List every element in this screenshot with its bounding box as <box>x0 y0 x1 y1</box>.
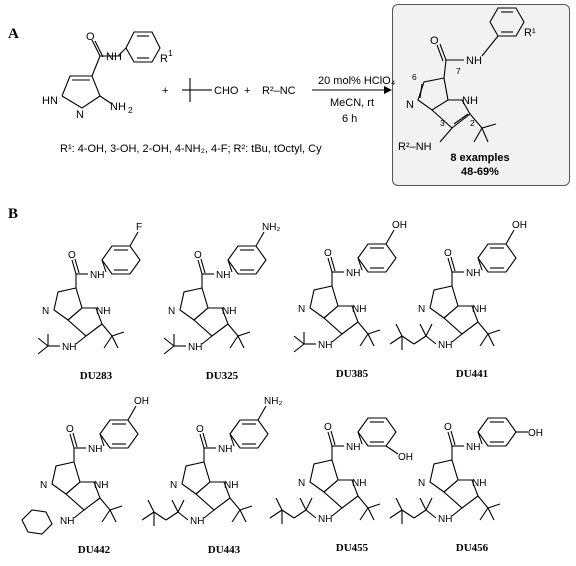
substituent-bond <box>256 232 264 246</box>
amine-alkyl-bond <box>390 336 402 344</box>
ring-nh-label: NH <box>94 480 109 491</box>
panel-b-label: B <box>8 206 19 222</box>
amine-alkyl-bond <box>300 498 306 510</box>
tbu-bond <box>240 506 252 510</box>
compound-label: DU385 <box>335 368 369 380</box>
amine-nh-label: NH <box>438 514 453 525</box>
substituent-bond <box>386 230 394 244</box>
tbu-bond <box>488 334 494 346</box>
ring-n-label: N <box>418 304 426 315</box>
ring-nh-label: NH <box>352 304 367 315</box>
tbu-bond <box>110 506 122 510</box>
reactant-carbonyl-o: O <box>86 31 95 43</box>
compound-label: DU442 <box>77 544 111 556</box>
amine-alkyl-bond <box>154 512 166 520</box>
tbu-bond <box>480 508 488 520</box>
amide-nh-label: NH <box>346 268 361 279</box>
ring-nh-label: NH <box>472 478 487 489</box>
amine-alkyl-bond <box>426 498 432 510</box>
tbu-bond <box>358 322 368 334</box>
compound-label: DU441 <box>455 368 489 380</box>
tbu-bond <box>358 496 368 508</box>
amine-alkyl-bond <box>148 500 154 512</box>
ring-n-label: N <box>42 306 50 317</box>
reactant-hn: HN <box>42 95 58 107</box>
amine-bond <box>74 510 84 518</box>
amine-nh-label: NH <box>188 342 203 353</box>
carbonyl-o-label: O <box>444 248 452 259</box>
product-ring-nh: NH <box>462 95 478 107</box>
ring-nh-label: NH <box>222 306 237 317</box>
tbu-bond <box>112 332 124 336</box>
amine-bond <box>452 334 462 342</box>
amide-nh-label: NH <box>466 442 481 453</box>
tbu-bond <box>240 510 246 522</box>
substituent-bond <box>386 446 398 454</box>
position-6: 6 <box>412 72 417 82</box>
reactant-r1-sup: 1 <box>168 48 173 58</box>
tbu-bond <box>112 336 118 348</box>
tbu-bond <box>368 330 380 334</box>
amine-alkyl-bond <box>414 510 426 518</box>
amine-alkyl-bond <box>306 498 312 510</box>
amine-nh-label: NH <box>318 340 333 351</box>
pyrazole-ring <box>180 288 208 320</box>
ring-nh-label: NH <box>472 304 487 315</box>
amine-bond <box>76 336 86 344</box>
amine-bond <box>332 334 342 342</box>
pyrazole-ring <box>52 462 80 494</box>
substituent-label: OH <box>398 452 413 463</box>
substituent-label: NH₂ <box>262 222 281 233</box>
position-2: 2 <box>470 118 475 128</box>
substituent-label: F <box>136 222 143 233</box>
ring-n-label: N <box>298 478 306 489</box>
amide-nh-label: NH <box>216 270 231 281</box>
amine-bond <box>202 336 212 344</box>
substituents-line: R¹: 4-OH, 3-OH, 2-OH, 4-NH₂, 4-F; R²: tBu, tOctyl, Cy <box>60 143 322 155</box>
pyrazole-ring <box>310 286 338 318</box>
amine-alkyl-bond <box>390 510 402 518</box>
amine-alkyl-bond <box>270 510 282 518</box>
amine-alkyl-bond <box>142 512 154 520</box>
tbu-bond <box>480 334 488 346</box>
compound-label: DU455 <box>335 542 369 554</box>
amine-alkyl-bond <box>426 324 432 336</box>
substituent-label: OH <box>512 220 527 231</box>
tbu-bond <box>360 334 368 346</box>
compound-label: DU456 <box>455 542 489 554</box>
substituent-label: OH <box>528 428 543 439</box>
ring-nh-label: NH <box>224 480 239 491</box>
amine-alkyl-bond <box>164 338 174 346</box>
amine-nh-label: NH <box>62 342 77 353</box>
amine-alkyl-bond <box>402 510 414 518</box>
product-carbonyl-o: O <box>430 35 439 47</box>
tbu-bond <box>102 324 112 336</box>
amine-bond <box>452 508 462 516</box>
plus-sign-2: + <box>244 85 251 97</box>
tbu-bond <box>488 504 500 508</box>
substituent-label: OH <box>392 220 407 231</box>
carbonyl-o-label: O <box>194 250 202 261</box>
tbu-bond <box>360 508 368 520</box>
tbu-bond <box>230 336 238 348</box>
amine-alkyl-bond <box>178 512 188 520</box>
amine-nh-label: NH <box>438 340 453 351</box>
reaction-arrow <box>312 86 392 94</box>
pyrazole-ring <box>182 462 210 494</box>
tbu-bond <box>232 510 240 522</box>
amine-alkyl-bond <box>294 510 306 518</box>
condition-solvent: MeCN, rt <box>330 97 374 109</box>
ring-n-label: N <box>418 478 426 489</box>
substituent-label: OH <box>134 396 149 407</box>
carbonyl-o-label: O <box>324 248 332 259</box>
tbu-bond <box>238 332 250 336</box>
compound-label: DU283 <box>79 370 113 382</box>
amide-nh-label: NH <box>88 444 103 455</box>
panel-a-label: A <box>8 26 19 42</box>
tbu-bond <box>478 496 488 508</box>
pyrazole-ring <box>430 460 458 492</box>
amine-alkyl-bond <box>38 338 48 346</box>
amine-alkyl-bond <box>276 498 282 510</box>
yield-range: 48-69% <box>461 166 499 178</box>
amine-alkyl-bond <box>414 336 426 344</box>
product-r2nh: R²–NH <box>398 141 432 153</box>
substituent-label: NH₂ <box>264 396 283 407</box>
pyrazole-ring <box>310 460 338 492</box>
amine-alkyl-bond <box>166 512 178 520</box>
position-7: 7 <box>456 66 461 76</box>
amine-alkyl-bond <box>396 324 402 336</box>
amine-alkyl-bond <box>426 336 436 344</box>
product-amide-nh: NH <box>466 55 482 67</box>
amine-bond <box>204 510 214 518</box>
reactant-amide-nh: NH <box>106 51 122 63</box>
ring-nh-label: NH <box>96 306 111 317</box>
tbu-bond <box>230 498 240 510</box>
ring-n-label: N <box>170 480 178 491</box>
compound-label: DU443 <box>207 544 241 556</box>
tbu-bond <box>488 508 494 520</box>
tbu-bond <box>102 510 110 522</box>
reactant-nh2-sub: 2 <box>128 105 133 115</box>
amine-alkyl-bond <box>164 346 174 354</box>
tbu-bond <box>368 508 374 520</box>
pyrazole-ring <box>430 286 458 318</box>
amine-alkyl-bond <box>172 500 178 512</box>
ring-n-label: N <box>298 304 306 315</box>
substituent-bond <box>130 232 138 246</box>
reactant-pivaldehyde <box>182 78 212 102</box>
tbu-bond <box>228 324 238 336</box>
isocyanide-label: R²–NC <box>262 85 296 97</box>
tbu-bond <box>368 334 374 346</box>
product-r1: R¹ <box>524 27 536 39</box>
product-ring-n: N <box>406 99 414 111</box>
amide-nh-label: NH <box>90 270 105 281</box>
examples-count: 8 examples <box>450 152 510 164</box>
substituent-bond <box>128 406 136 420</box>
carbonyl-o-label: O <box>66 424 74 435</box>
reactant-nh2: NH <box>110 101 126 113</box>
tbu-bond <box>368 504 380 508</box>
amine-alkyl-bond <box>426 510 436 518</box>
amine-alkyl-bond <box>38 346 48 354</box>
carbonyl-o-label: O <box>444 422 452 433</box>
tbu-bond <box>238 336 244 348</box>
tbu-bond <box>110 510 116 522</box>
amine-bond <box>332 508 342 516</box>
amine-alkyl-bond <box>294 336 304 344</box>
amine-alkyl-bond <box>420 498 426 510</box>
compound-label: DU325 <box>205 370 239 382</box>
amine-alkyl-bond <box>282 510 294 518</box>
tbu-bond <box>488 330 500 334</box>
tbu-bond <box>478 322 488 334</box>
amide-nh-label: NH <box>466 268 481 279</box>
amine-alkyl-bond <box>420 324 426 336</box>
plus-sign-1: + <box>162 85 169 97</box>
amine-alkyl-bond <box>396 498 402 510</box>
amide-nh-label: NH <box>218 444 233 455</box>
pyrazole-ring <box>54 288 82 320</box>
condition-time: 6 h <box>342 113 358 125</box>
reactant-r1: R <box>160 53 168 65</box>
amine-alkyl-bond <box>306 510 316 518</box>
carbonyl-o-label: O <box>68 250 76 261</box>
ring-n-label: N <box>168 306 176 317</box>
reactant-ring-n: N <box>76 109 84 121</box>
position-3: 3 <box>440 118 445 128</box>
carbonyl-o-label: O <box>324 422 332 433</box>
tbu-bond <box>104 336 112 348</box>
amide-nh-label: NH <box>346 442 361 453</box>
condition-catalyst: 20 mol% HClO₄ <box>318 75 396 87</box>
cyclohexyl-ring <box>22 510 52 534</box>
amine-alkyl-bond <box>294 344 304 352</box>
substituent-bond <box>258 406 266 420</box>
tbu-bond <box>100 498 110 510</box>
amine-nh-label: NH <box>190 516 205 527</box>
ring-n-label: N <box>40 480 48 491</box>
substituent-bond <box>506 230 514 244</box>
amine-alkyl-bond <box>178 500 184 512</box>
carbonyl-o-label: O <box>196 424 204 435</box>
amine-alkyl-bond <box>402 336 414 344</box>
aldehyde-label: CHO <box>214 85 239 97</box>
amine-nh-label: NH <box>60 516 75 527</box>
reactant-aminopyrazole <box>62 32 160 108</box>
amine-nh-label: NH <box>318 514 333 525</box>
ring-nh-label: NH <box>352 478 367 489</box>
